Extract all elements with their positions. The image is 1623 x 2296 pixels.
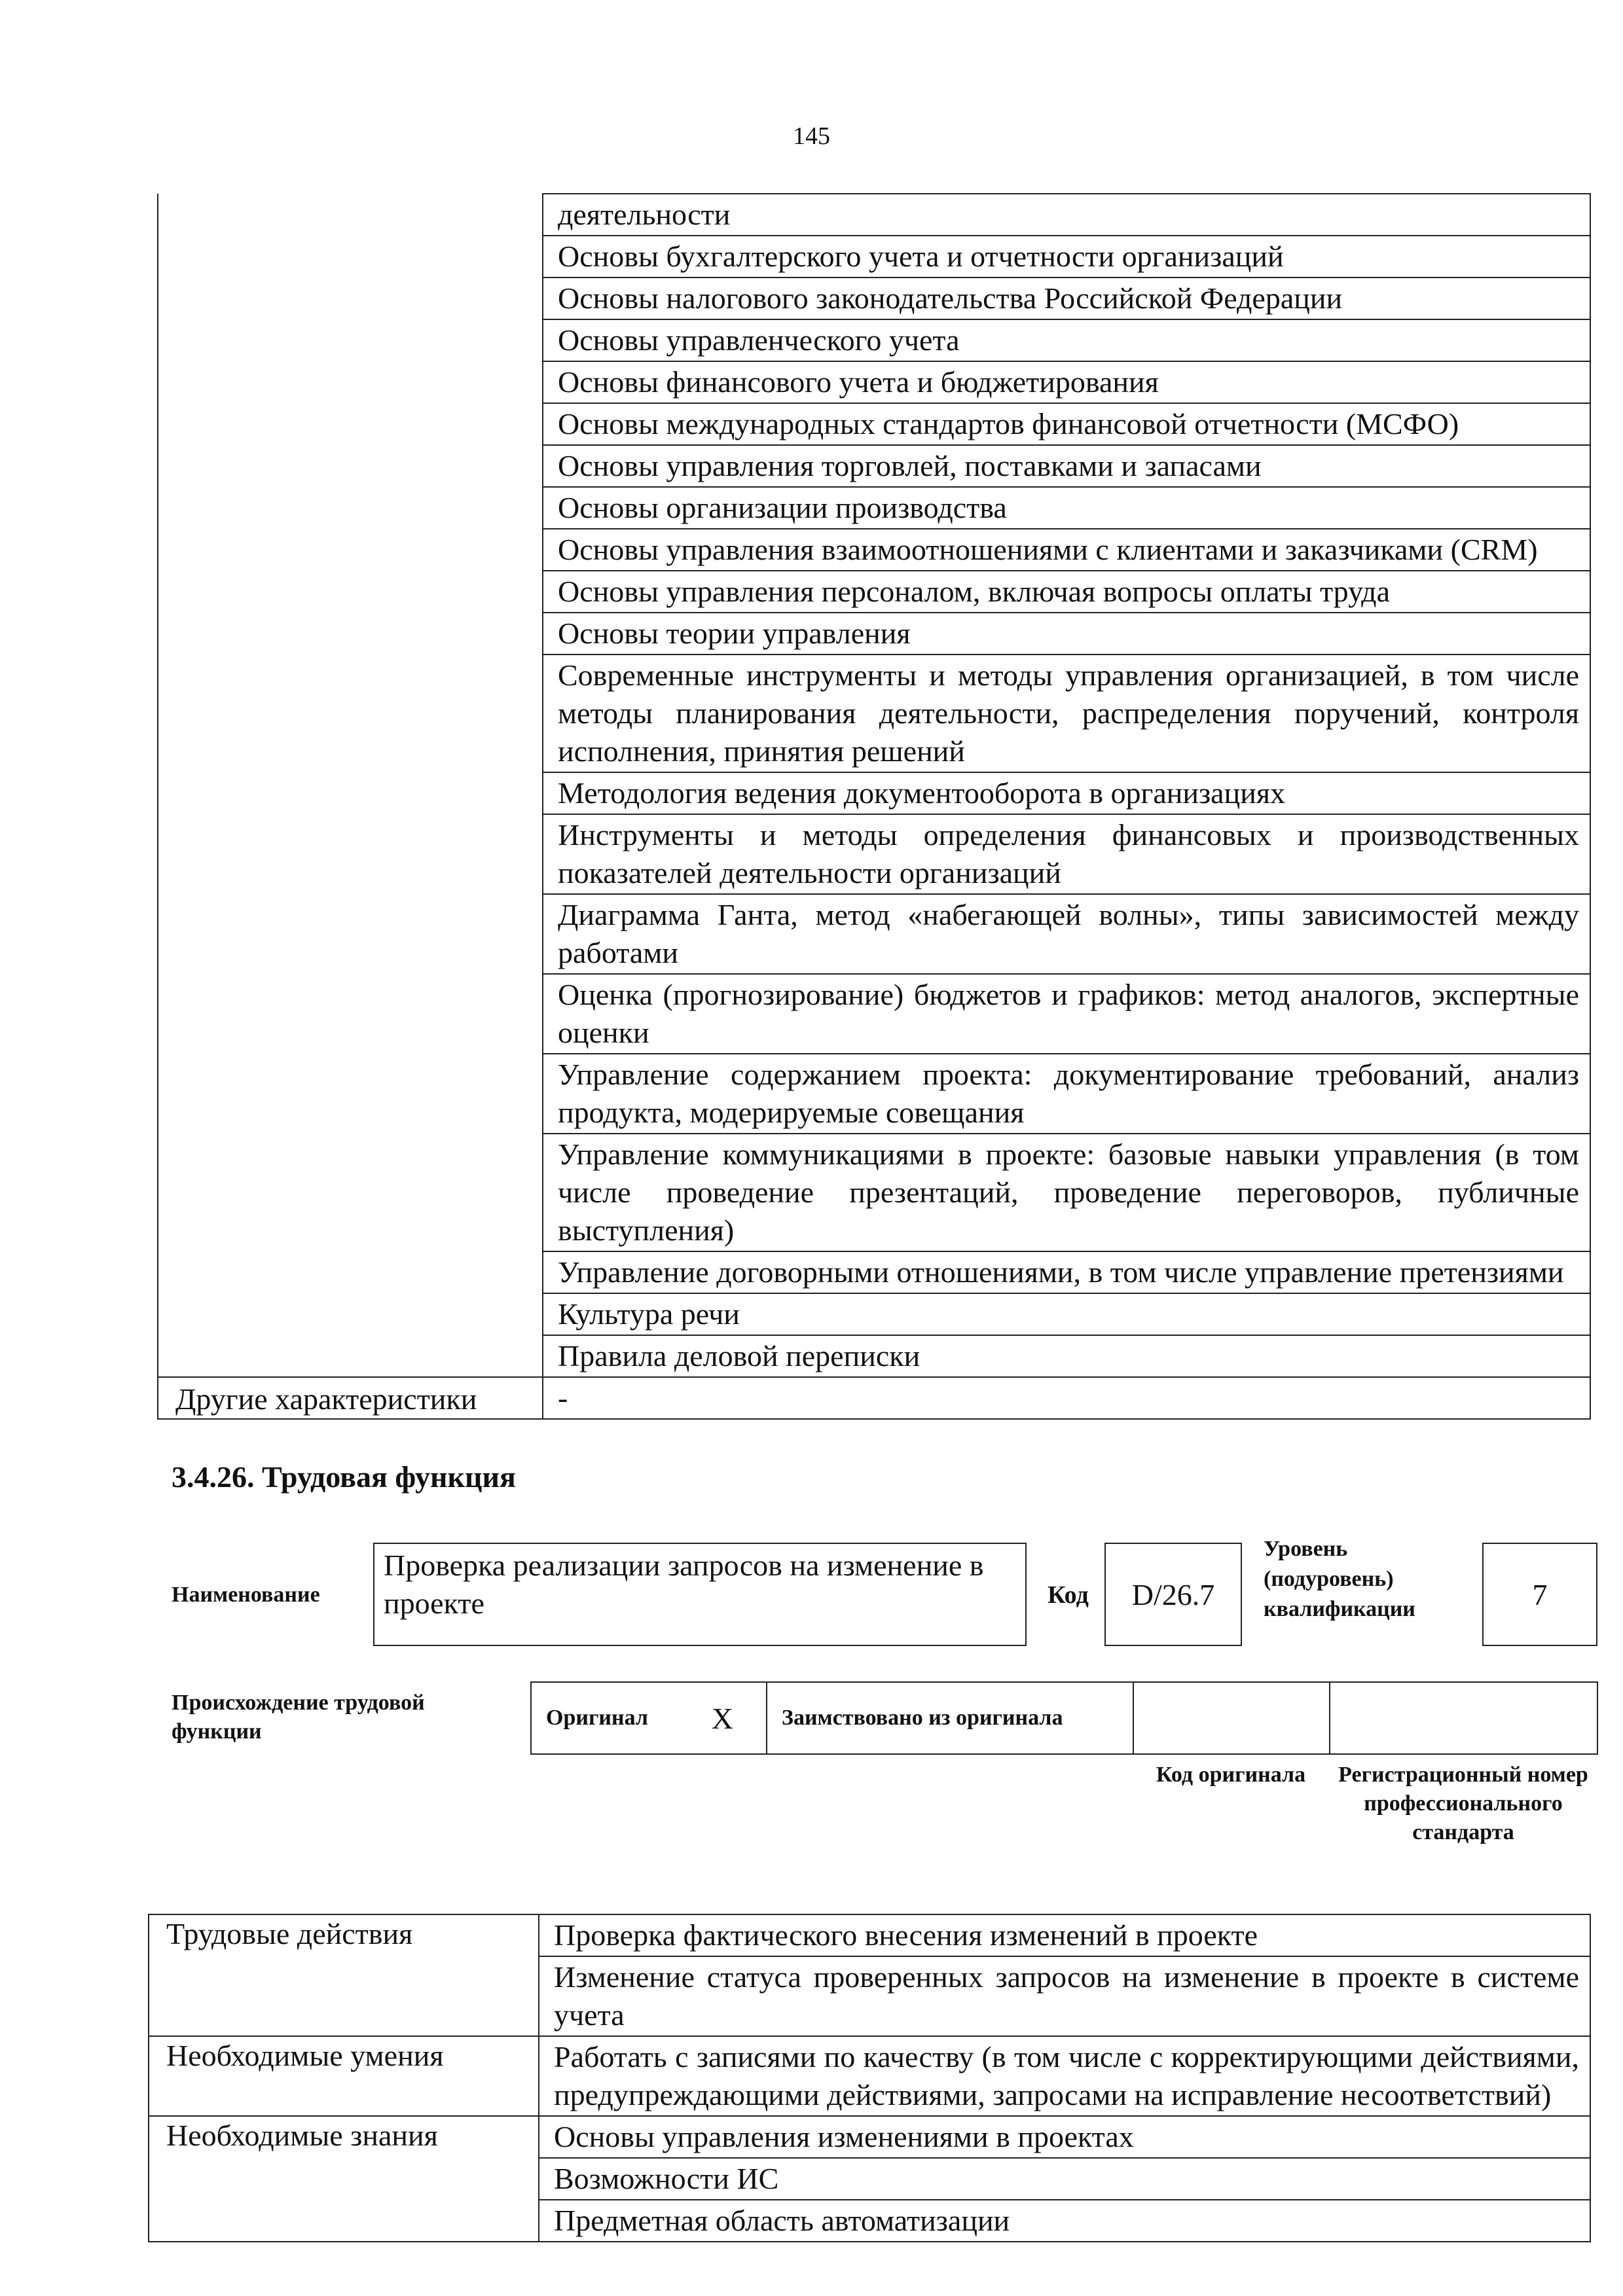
origin-label: Происхождение трудовой функции — [172, 1691, 425, 1744]
original-code-cell — [1134, 1683, 1330, 1753]
knowledge-item: деятельности — [543, 194, 1590, 236]
knowledge-item: Управление коммуникациями в проекте: базовые навыки управления (в том числе проведение презентаций, проведение переговоров, публичные выступления) — [543, 1134, 1590, 1251]
level-label-3: квалификации — [1264, 1597, 1415, 1621]
action-item: Изменение статуса проверенных запросов на изменение в проекте в системе учета — [539, 1956, 1590, 2036]
other-characteristics-value: - — [543, 1377, 1590, 1419]
knowledge-item: Основы управления взаимоотношениями с клиентами и заказчиками (CRM) — [543, 529, 1590, 571]
knowledge-item: Методология ведения документооборота в организациях — [543, 772, 1590, 814]
skill-item: Работать с записями по качеству (в том числе с корректирующими действиями, предупреждающими действиями, запросами на исправление несоответствий) — [539, 2036, 1590, 2116]
knowledge-item: Диаграмма Ганта, метод «набегающей волны», типы зависимостей между работами — [543, 894, 1590, 974]
reg-number-caption: Регистрационный номер профессионального стандарта — [1338, 1763, 1588, 1844]
knowledge-item: Основы налогового законодательства Российской Федерации — [543, 278, 1590, 319]
function-name-field: Проверка реализации запросов на изменение в проекте — [373, 1543, 1027, 1646]
code-original-caption: Код оригинала — [1156, 1763, 1306, 1787]
knowledge-req-item: Возможности ИС — [539, 2158, 1590, 2200]
knowledge-item: Основы управления персоналом, включая вопросы оплаты труда — [543, 571, 1590, 613]
knowledge-label-continued — [158, 194, 543, 1377]
function-code-field: D/26.7 — [1104, 1543, 1242, 1646]
knowledge-item: Оценка (прогнозирование) бюджетов и графиков: метод аналогов, экспертные оценки — [543, 974, 1590, 1054]
knowledge-table — [157, 193, 1591, 1420]
knowledge-item: Основы организации производства — [543, 487, 1590, 529]
code-label: Код — [1048, 1581, 1089, 1609]
function-title: 3.4.26. Трудовая функция — [172, 1460, 516, 1494]
actions-label: Трудовые действия — [149, 1914, 539, 2036]
knowledge-item: Основы международных стандартов финансовой отчетности (МСФО) — [543, 403, 1590, 445]
knowledge-item: Основы бухгалтерского учета и отчетности организаций — [543, 236, 1590, 278]
details-table — [148, 1914, 1591, 2242]
knowledge-item: Управление содержанием проекта: документирование требований, анализ продукта, модерируемые совещания — [543, 1054, 1590, 1134]
level-label-1: Уровень — [1264, 1537, 1348, 1561]
action-item: Проверка фактического внесения изменений в проекте — [539, 1914, 1590, 1956]
knowledge-item: Основы теории управления — [543, 613, 1590, 655]
knowledge-item: Культура речи — [543, 1293, 1590, 1335]
knowledge-item: Основы управления торговлей, поставками и запасами — [543, 445, 1590, 487]
borrowed-cell: Заимствовано из оригинала — [767, 1683, 1134, 1753]
page-number: 145 — [793, 122, 830, 150]
skills-label: Необходимые умения — [149, 2036, 539, 2116]
level-label-2: (подуровень) — [1264, 1567, 1394, 1591]
knowledge-item: Основы управленческого учета — [543, 319, 1590, 361]
name-label: Наименование — [172, 1583, 320, 1607]
original-label: Оригинал — [546, 1706, 648, 1730]
origin-row — [530, 1681, 1598, 1755]
knowledge-item: Правила деловой переписки — [543, 1335, 1590, 1377]
reg-number-cell — [1330, 1683, 1597, 1753]
knowledge-req-item: Основы управления изменениями в проектах — [539, 2116, 1590, 2158]
knowledge-item: Основы финансового учета и бюджетирования — [543, 361, 1590, 403]
other-characteristics-label: Другие характеристики — [158, 1377, 543, 1419]
knowledge-req-item: Предметная область автоматизации — [539, 2200, 1590, 2242]
original-mark: X — [711, 1701, 733, 1735]
function-level-field: 7 — [1482, 1543, 1597, 1646]
knowledge-item: Управление договорными отношениями, в том числе управление претензиями — [543, 1251, 1590, 1293]
knowledge-label: Необходимые знания — [149, 2116, 539, 2242]
knowledge-item: Инструменты и методы определения финансовых и производственных показателей деятельности организаций — [543, 814, 1590, 894]
original-cell — [532, 1683, 767, 1753]
knowledge-item: Современные инструменты и методы управления организацией, в том числе методы планирования деятельности, распределения поручений, контроля исполнения, принятия решений — [543, 655, 1590, 772]
